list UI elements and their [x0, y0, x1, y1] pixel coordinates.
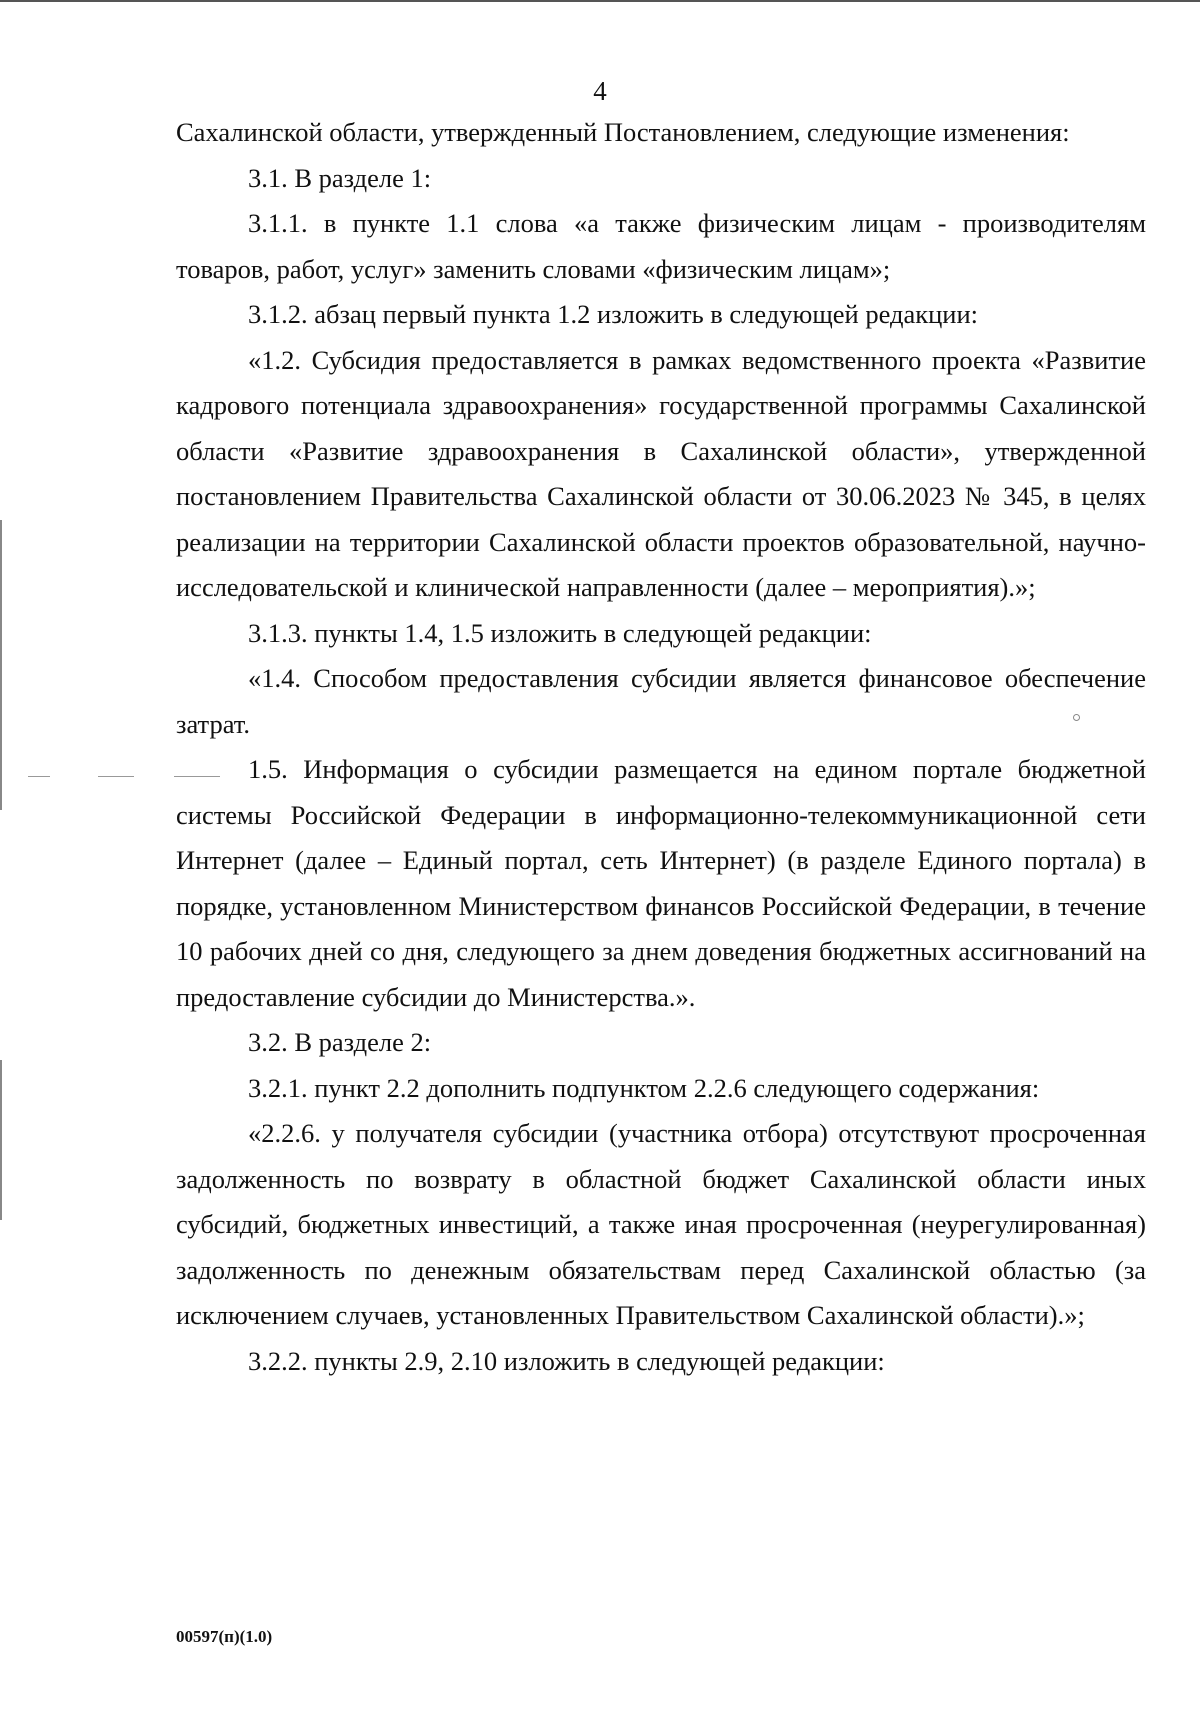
document-body	[176, 110, 1146, 1384]
paragraph: «1.4. Способом предоставления субсидии является финансовое обеспечение затрат.	[176, 663, 1146, 739]
paragraph: 3.2. В разделе 2:	[248, 1027, 432, 1057]
paragraph: 3.1.2. абзац первый пункта 1.2 изложить в следующей редакции:	[248, 299, 979, 329]
paragraph: Сахалинской области, утвержденный Постановлением, следующие изменения:	[176, 117, 1070, 147]
paragraph: 1.5. Информация о субсидии размещается на едином портале бюджетной системы Российской Федерации в информационно-телекоммуникационной сети Интернет (далее – Единый портал, сеть Интернет) (в разделе Единого портала) в порядке, установленном Министерством финансов Российской Федерации, в течение 10 рабочих дней со дня, следующего за днем доведения бюджетных ассигнований на предоставление субсидии до Министерства.».	[176, 754, 1146, 1012]
page-number: 4	[593, 76, 607, 106]
paragraph: 3.2.1. пункт 2.2 дополнить подпунктом 2.2.6 следующего содержания:	[248, 1072, 1040, 1103]
document-footer-code: 00597(п)(1.0)	[176, 1627, 273, 1646]
paragraph: 3.2.2. пункты 2.9, 2.10 изложить в следующей редакции:	[248, 1345, 885, 1376]
scan-artifact	[28, 776, 50, 777]
scan-left-edge-mark	[0, 520, 2, 810]
paragraph: 3.1.3. пункты 1.4, 1.5 изложить в следующей редакции:	[248, 617, 872, 648]
paragraph: 3.1. В разделе 1:	[248, 162, 432, 193]
scan-top-border	[0, 0, 1200, 2]
paragraph: 3.1.1. в пункте 1.1 слова «а также физическим лицам - производителям товаров, работ, услуг» заменить словами «физическим лицам»;	[176, 208, 1146, 284]
scan-left-edge-mark	[0, 1060, 2, 1220]
scan-artifact	[98, 776, 134, 777]
paragraph: «2.2.6. у получателя субсидии (участника отбора) отсутствуют просроченная задолженность по возврату в областной бюджет Сахалинской области иных субсидий, бюджетных инвестиций, а также иная просроченная (неурегулированная) задолженность по денежным обязательствам перед Сахалинской областью (за исключением случаев, установленных Правительством Сахалинской области).»;	[176, 1118, 1146, 1330]
paragraph: «1.2. Субсидия предоставляется в рамках ведомственного проекта «Развитие кадрового потенциала здравоохранения» государственной программы Сахалинской области «Развитие здравоохранения в Сахалинской области», утвержденной постановлением Правительства Сахалинской области от 30.06.2023 № 345, в целях реализации на территории Сахалинской области проектов образовательной, научно-исследовательской и клинической направленности (далее – мероприятия).»;	[176, 344, 1146, 602]
